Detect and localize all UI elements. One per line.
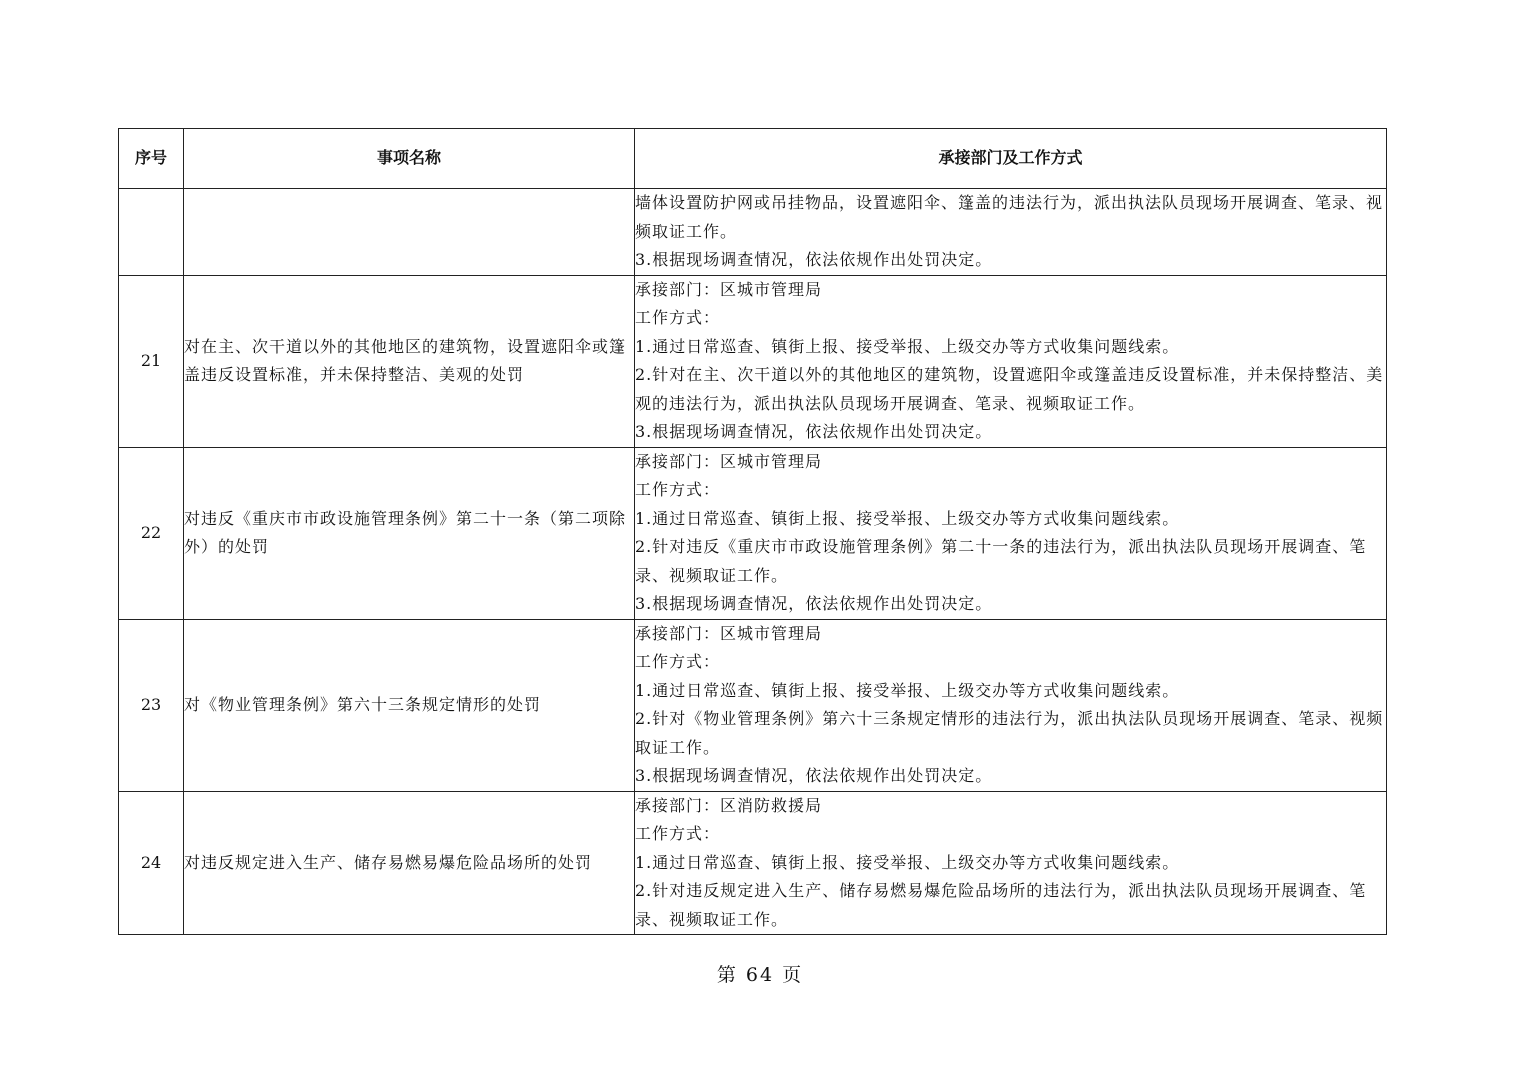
method-line: 工作方式： [635, 652, 721, 671]
page-number: 第 64 页 [716, 964, 804, 986]
method-line: 3.根据现场调查情况，依法依规作出处罚决定。 [635, 422, 993, 441]
row-name: 对违反《重庆市市政设施管理条例》第二十一条（第二项除外）的处罚 [184, 447, 635, 619]
method-line: 工作方式： [635, 308, 721, 327]
header-name: 事项名称 [184, 129, 635, 189]
method-line: 2.针对《物业管理条例》第六十三条规定情形的违法行为，派出执法队员现场开展调查、笔录、视频取证工作。 [635, 709, 1384, 757]
method-line: 3.根据现场调查情况，依法依规作出处罚决定。 [635, 766, 993, 785]
method-line: 3.根据现场调查情况，依法依规作出处罚决定。 [635, 250, 993, 269]
table-row [119, 619, 1387, 791]
method-line: 1.通过日常巡查、镇街上报、接受举报、上级交办等方式收集问题线索。 [635, 508, 1180, 528]
table-row [119, 447, 1387, 619]
method-line: 承接部门：区城市管理局 [635, 623, 823, 643]
row-seq: 23 [119, 619, 184, 791]
method-line: 墙体设置防护网或吊挂物品，设置遮阳伞、篷盖的违法行为，派出执法队员现场开展调查、笔录、视频取证工作。 [635, 193, 1384, 241]
method-line: 2.针对违反《重庆市市政设施管理条例》第二十一条的违法行为，派出执法队员现场开展调查、笔录、视频取证工作。 [635, 537, 1367, 585]
table-header-row [119, 129, 1387, 189]
method-line: 2.针对在主、次干道以外的其他地区的建筑物，设置遮阳伞或篷盖违反设置标准，并未保持整洁、美观的违法行为，派出执法队员现场开展调查、笔录、视频取证工作。 [635, 365, 1384, 413]
row-name [184, 189, 635, 276]
method-line: 1.通过日常巡查、镇街上报、接受举报、上级交办等方式收集问题线索。 [635, 680, 1180, 700]
row-name: 对《物业管理条例》第六十三条规定情形的处罚 [184, 619, 635, 791]
method-line: 工作方式： [635, 480, 721, 499]
row-method [635, 447, 1387, 619]
row-name: 对违反规定进入生产、储存易燃易爆危险品场所的处罚 [184, 791, 635, 935]
row-method [635, 275, 1387, 447]
table-row [119, 275, 1387, 447]
table-row [119, 189, 1387, 276]
row-method [635, 791, 1387, 935]
row-method [635, 619, 1387, 791]
method-line: 1.通过日常巡查、镇街上报、接受举报、上级交办等方式收集问题线索。 [635, 336, 1180, 356]
row-seq [119, 189, 184, 276]
method-line: 2.针对违反规定进入生产、储存易燃易爆危险品场所的违法行为，派出执法队员现场开展调查、笔录、视频取证工作。 [635, 881, 1367, 929]
row-seq: 22 [119, 447, 184, 619]
table-row [119, 791, 1387, 935]
method-line: 承接部门：区城市管理局 [635, 279, 823, 299]
header-seq: 序号 [119, 129, 184, 189]
method-line: 1.通过日常巡查、镇街上报、接受举报、上级交办等方式收集问题线索。 [635, 852, 1180, 872]
row-name: 对在主、次干道以外的其他地区的建筑物，设置遮阳伞或篷盖违反设置标准，并未保持整洁、美观的处罚 [184, 275, 635, 447]
row-seq: 24 [119, 791, 184, 935]
row-seq: 21 [119, 275, 184, 447]
method-line: 工作方式： [635, 824, 721, 843]
method-line: 3.根据现场调查情况，依法依规作出处罚决定。 [635, 594, 993, 613]
method-line: 承接部门：区消防救援局 [635, 795, 823, 815]
header-method: 承接部门及工作方式 [635, 129, 1387, 189]
matters-table [118, 128, 1387, 935]
method-line: 承接部门：区城市管理局 [635, 451, 823, 471]
row-method [635, 189, 1387, 276]
